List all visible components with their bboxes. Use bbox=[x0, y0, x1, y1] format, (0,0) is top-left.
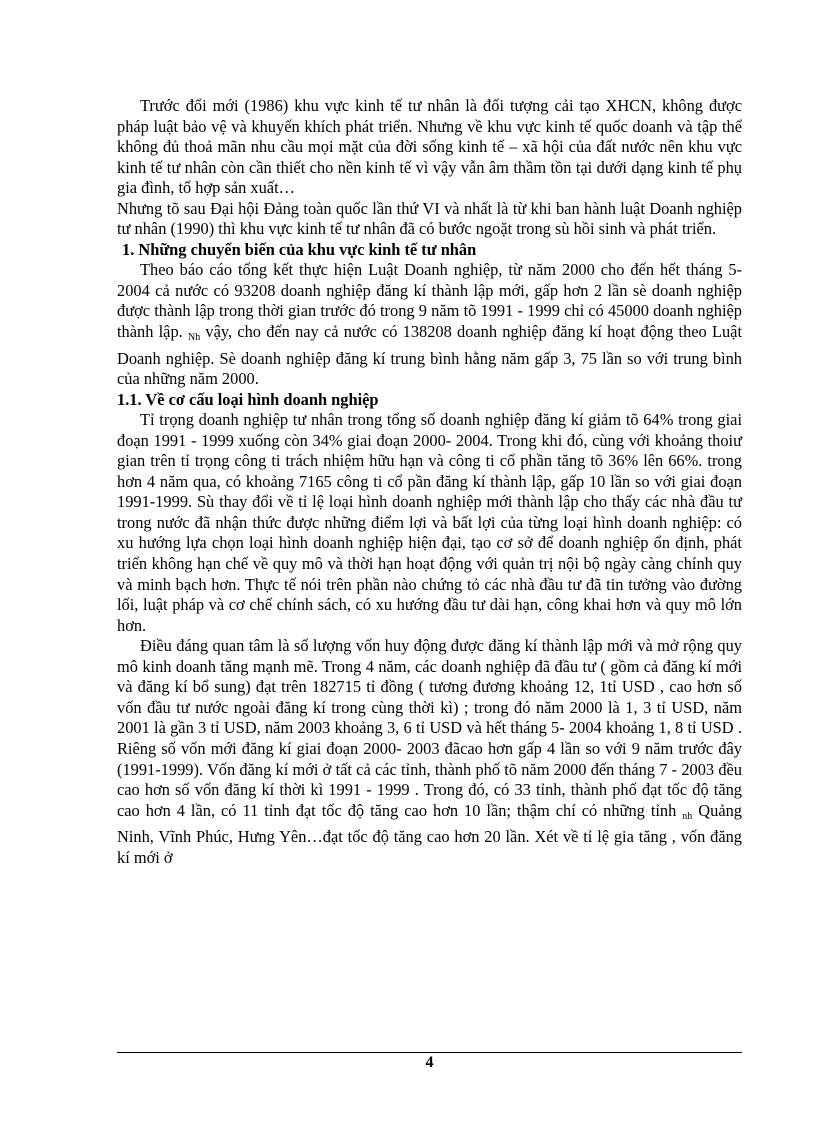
section1-text-a: Theo báo cáo tổng kết thực hiện Luật Doanh nghiệp, từ năm 2000 cho đến hết tháng 5- 2004 cả nước có 93208 doanh nghiệp đăng kí thành lập mới, gấp hơn 2 lần sè doanh nghiệp được thành lập trong thời gian trước đó trong 9 năm tõ 1991 - 1999 chỉ có 45000 doanh nghiệp thành lập. bbox=[117, 260, 742, 342]
enterprise-structure-paragraph: Tỉ trọng doanh nghiệp tư nhân trong tổng số doanh nghiệp đăng kí giảm tõ 64% trong giai đoạn 1991 - 1999 xuống còn 34% giai đoạn 2000- 2004. Trong khi đó, cùng với khoảng thoiư gian trên tỉ trọng công ti trách nhiệm hữu hạn và công ti cổ phần tăng tõ 36% lên 66%. trong hơn 4 năm qua, có khoảng 7165 công ti cổ pần đăng kí thành lập, gấp 10 lần so với giai đoạn 1991-1999. Sù thay đổi về tỉ lệ loại hình doanh nghiệp mới thành lập cho thấy các nhà đầu tư trong nước đã nhận thức được những điểm lợi và bất lợi của từng loại hình doanh nghiệp: có xu hướng lựa chọn loại hình doanh nghiệp hiện đại, tạo cơ sở để doanh nghiệp ổn định, phát triển không hạn chế về quy mô và thời hạn hoạt động với quản trị nội bộ ngày càng chính quy và minh bạch hơn. Thực tế nói trên phần nào chứng tỏ các nhà đầu tư đã tin tưởng vào đường lối, luật pháp và cơ chế chính sách, có xu hướng đầu tư dài hạn, công khai hơn và quy mô lớn hơn. bbox=[117, 410, 742, 635]
intro-paragraph: Trước đổi mới (1986) khu vực kinh tế tư nhân là đối tượng cải tạo XHCN, không được pháp luật bảo vệ và khuyến khích phát triển. Nhưng về khu vực kinh tế quốc doanh và tập thể không đủ thoả mãn nhu cầu mọi mặt của đời sống kinh tế – xã hội của đất nước nên khu vực kinh tế tư nhân còn cần thiết cho nền kinh tế vì vậy vẫn âm thầm tồn tại dưới dạng kinh tế phụ gia đình, tổ hợp sản xuất… bbox=[117, 96, 742, 198]
document-body bbox=[117, 96, 742, 868]
capital-text-b: Quảng Ninh, Vĩnh Phúc, Hưng Yên…đạt tốc độ tăng cao hơn 20 lần. Xét về tỉ lệ gia tăng , vốn đăng kí mới ở bbox=[117, 800, 742, 867]
section1-nh-fragment: Nh bbox=[187, 332, 201, 344]
page-number: 4 bbox=[425, 1054, 434, 1071]
section1-text-b: vậy, cho đến nay cả nước có 138208 doanh nghiệp đăng kí hoạt động theo Luật Doanh nghiệp. Sè doanh nghiệp đăng kí trung bình hằng năm gấp 3, 75 lần so với trung bình của những năm 2000. bbox=[117, 322, 742, 389]
footer-divider bbox=[117, 1052, 742, 1053]
section-heading-1: 1. Những chuyển biến của khu vực kinh tế tư nhân bbox=[122, 239, 477, 259]
capital-text-a: Điều đáng quan tâm là số lượng vốn huy động được đăng kí thành lập mới và mở rộng quy mô kinh doanh tăng mạnh mẽ. Trong 4 năm, các doanh nghiệp đã đầu tư ( gồm cả đăng kí mới và đăng kí bổ sung) đạt trên 182715 tỉ đồng ( tương đương khoảng 12, 1tỉ USD , cao hơn số vốn đầu tư nước ngoài đăng kí trong cùng thời kì) ; trong đó năm 2000 là 1, 3 tỉ USD, năm 2001 là gần 3 tỉ USD, năm 2003 khoảng 3, 6 tỉ USD và hết tháng 5- 2004 khoảng 1, 8 tỉ USD . Riêng số vốn mới đăng kí giai đoạn 2000- 2003 đãcao hơn gấp 4 lần so với 9 năm trước đây (1991-1999). Vốn đăng kí mới ở tất cả các tỉnh, thành phố tõ năm 2000 đến tháng 7 - 2003 đều cao hơn số vốn đăng kí thời kì 1991 - 1999 . Trong đó, có 33 tỉnh, thành phố đạt tốc độ tăng cao hơn 4 lần, có 11 tỉnh đạt tốc độ tăng cao hơn 10 lần; thậm chí có những tỉnh bbox=[117, 636, 742, 820]
revival-paragraph: Nhưng tõ sau Đại hội Đảng toàn quốc lần thứ VI và nhất là từ khi ban hành luật Doanh nghiệp tư nhân (1990) thì khu vực kinh tế tư nhân đã có bước ngoặt trong sù hồi sinh và phát triển. bbox=[117, 198, 742, 239]
section-heading-1-1: 1.1. Về cơ cấu loại hình doanh nghiệp bbox=[117, 389, 379, 409]
capital-paragraph bbox=[117, 636, 742, 868]
capital-nh-fragment: nh bbox=[682, 810, 693, 822]
section1-paragraph bbox=[117, 260, 742, 389]
